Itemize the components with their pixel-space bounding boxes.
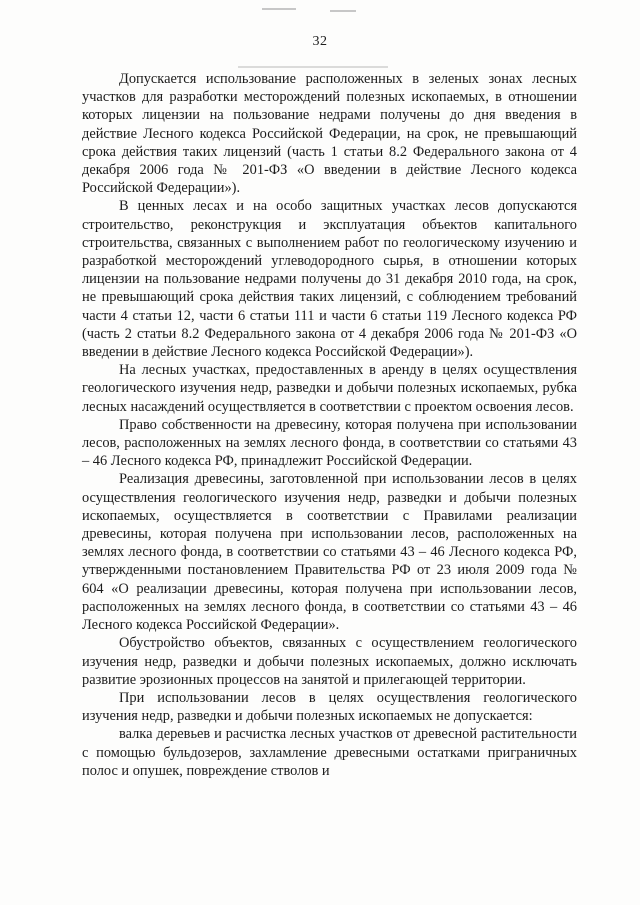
body-text [82, 70, 577, 780]
paragraph: На лесных участках, предоставленных в аренду в целях осуществления геологического изучения недр, разведки и добычи полезных ископаемых, рубка лесных насаждений осуществляется в соответствии с проектом освоения лесов. [82, 362, 577, 415]
scan-artifact [238, 66, 388, 68]
paragraph: Допускается использование расположенных в зеленых зонах лесных участков для разработки месторождений полезных ископаемых, в отношении которых лицензии на пользование недрами получены до дня введения в действие Лесного кодекса Российской Федерации, на срок, не превышающий срока действия таких лицензий (часть 1 статьи 8.2 Федерального закона от 4 декабря 2006 года № 201-ФЗ «О введении в действие Лесного кодекса Российской Федерации»). [82, 71, 577, 197]
scan-artifact [262, 8, 296, 10]
paragraph: Право собственности на древесину, которая получена при использовании лесов, расположенных на землях лесного фонда, в соответствии со статьями 43 – 46 Лесного кодекса РФ, принадлежит Российской Федерации. [82, 416, 577, 470]
page-number: 32 [312, 34, 328, 49]
paragraph: В ценных лесах и на особо защитных участках лесов допускаются строительство, реконструкция и эксплуатация объектов капитального строительства, связанных с выполнением работ по геологическому изучению и разработкой месторождений углеводородного сырья, в отношении которых лицензии на пользование недрами получены до 31 декабря 2010 года, на срок, не превышающий срока действия таких лицензий, с соблюдением требований части 4 статьи 12, части 6 статьи 111 и части 6 статьи 119 Лесного кодекса РФ (часть 2 статьи 8.2 Федерального закона от 4 декабря 2006 года № 201-ФЗ «О введении в действие Лесного кодекса Российской Федерации»). [82, 198, 577, 361]
scan-artifact [330, 10, 356, 12]
paragraph: Обустройство объектов, связанных с осуществлением геологического изучения недр, разведки и добычи полезных ископаемых, должно исключать развитие эрозионных процессов на занятой и прилегающей территории. [82, 635, 577, 688]
paragraph: валка деревьев и расчистка лесных участков от древесной растительности с помощью бульдозеров, захламление древесными остатками приграничных полос и опушек, повреждение стволов и [82, 726, 577, 779]
paragraph: Реализация древесины, заготовленной при использовании лесов в целях осуществления геологического изучения недр, разведки и добычи полезных ископаемых, осуществляется в соответствии с Правилами реализации древесины, которая получена при использовании лесов, расположенных на землях лесного фонда, в соответствии со статьями 43 – 46 Лесного кодекса РФ, утвержденными постановлением Правительства РФ от 23 июля 2009 года № 604 «О реализации древесины, которая получена при использовании лесов, расположенных на землях лесного фонда, в соответствии со статьями 43 – 46 Лесного кодекса Российской Федерации». [82, 471, 577, 634]
paragraph: При использовании лесов в целях осуществления геологического изучения недр, разведки и добычи полезных ископаемых не допускается: [82, 689, 577, 725]
